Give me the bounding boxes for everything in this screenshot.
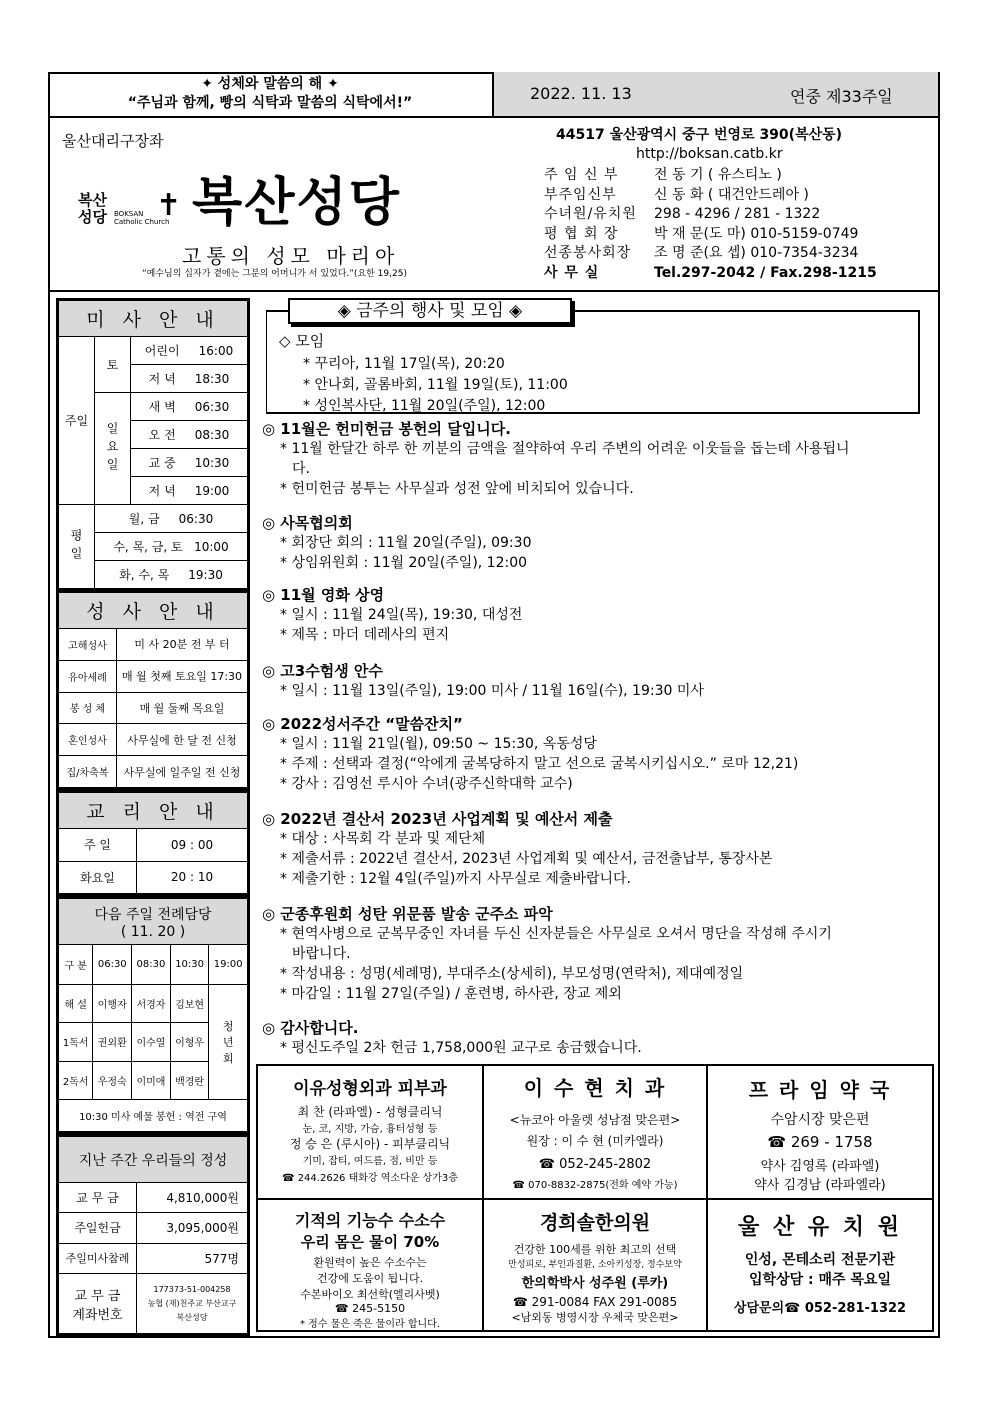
ad-pharmacy: 프 라 임 약 국 수암시장 맞은편 ☎ 269 - 1758 약사 김영록 (라파엘) 약사 김경남 (라파엘라) [748, 1078, 892, 1193]
logo-text: 복산 성당 [78, 191, 107, 226]
events-title: ◈ 금주의 행사 및 모임 ◈ [288, 298, 572, 324]
mass-row: 교 중 10:30 [131, 449, 248, 477]
top-bar [48, 72, 940, 118]
theme-box [48, 72, 492, 116]
weekday-row: 화, 수, 목 19:30 [95, 561, 248, 589]
weekday-label: 평일 [59, 505, 95, 589]
ad-oriental-clinic: 경희솔한의원 건강한 100세를 위한 최고의 선택 만성피로, 부인과질환, 소아키성장, 정수보약 한의학박사 성주원 (루카) ☎ 291-0084 FAX 291-0085 <남외동 병영시장 우체국 맞은편> [508, 1212, 682, 1324]
staff-row: 부주임신부 신 동 화 ( 대건안드레아 ) [544, 186, 809, 203]
mass-row: 저 녁 18:30 [131, 365, 248, 393]
liturgical-week: 연중 제33주일 [790, 87, 893, 106]
offering-table: 지난 주간 우리들의 정성 교 무 금 4,810,000원 주일헌금 3,095,000원 주일미사참례 577명 교 무 금 계좌번호 177373-51-004258 농협 (재)천주교 부산교구 복산성당 [56, 1134, 250, 1336]
doctrine-title: 교 리 안 내 [59, 793, 248, 829]
ads-grid [256, 1064, 934, 1332]
mass-row: 어린이 16:00 [131, 337, 248, 365]
staff-row: 수녀원/유치원 298 - 4296 / 281 - 1322 [544, 206, 821, 222]
offering-title: 지난 주간 우리들의 정성 [59, 1137, 248, 1183]
doctrine-table: 교 리 안 내 주 일 09 : 00 화요일 20 : 10 [56, 790, 250, 896]
section: ◎ 고3수험생 안수 * 일시 : 11월 13일(주일), 19:00 미사 / 11월 16일(수), 19:30 미사 [262, 662, 704, 699]
mass-row: 오 전 08:30 [131, 421, 248, 449]
theme-line-2: “주님과 함께, 빵의 식탁과 말씀의 식탁에서!” [127, 95, 413, 111]
theme-line-1: ✦ 성체와 말씀의 해 ✦ [201, 76, 339, 92]
cross-icon: ✝ [156, 188, 182, 223]
diocese-label: 울산대리구장좌 [62, 132, 164, 150]
mass-title: 미 사 안 내 [59, 301, 248, 337]
header-divider [48, 290, 940, 292]
staff-row: 사 무 실 Tel.297-2042 / Fax.298-1215 [544, 264, 877, 281]
section: ◎ 2022성서주간 “말씀잔치” * 일시 : 11월 21일(월), 09:50 ~ 15:30, 옥동성당 * 주제 : 선택과 결정(“악에게 굴복당하지 말고 선으로 굴복시키십시오.” 로마 12,21) * 강사 : 김영선 루시아 수녀(광주신학대학 교수) [262, 715, 799, 792]
list-item: * 안나회, 골롬바회, 11월 19일(토), 11:00 [303, 377, 568, 393]
saturday-label: 토 [95, 337, 131, 393]
weekday-row: 월, 금 06:30 [95, 505, 248, 533]
sunday-label: 주일 [59, 337, 95, 505]
liturgy-note: 10:30 미사 예물 봉헌 : 역전 구역 [59, 1100, 248, 1132]
ad-kindergarten: 울 산 유 치 원 인성, 몬테소리 전문기관 입학상담 : 매주 목요일 상담문의☎ 052-281-1322 [733, 1215, 907, 1316]
events-box [266, 310, 920, 414]
liturgy-table: 다음 주일 전례담당 ( 11. 20 ) 구 분 06:30 08:30 10:30 19:00 해 설 이행자 서경자 김보현 청 년 회 1독서 권외환 이수열 이형우 2독서 우정숙 이미애 백경란 10:30 미사 예물 봉헌 : 역전 구역 [56, 896, 250, 1134]
ad-hydrogen-water: 기적의 기능수 수소수 우리 몸은 물이 70% 환원력이 높은 수소수는 건강에 도움이 됩니다. 수본바이오 최선학(엘리사벳) ☎ 245-5150 * 정수 물은 죽은 물이라 합니다. [294, 1211, 446, 1330]
website-link[interactable]: http://boksan.catb.kr [636, 146, 783, 162]
staff-row: 주 임 신 부 전 동 기 ( 유스티노 ) [544, 167, 782, 183]
section: ◎ 군종후원회 성탄 위문품 발송 군주소 파악 * 현역사병으로 군복무중인 자녀를 두신 신자분들은 사무실로 오셔서 명단을 작성해 주시기 바랍니다. * 작성내용 : 성명(세례명), 부대주소(상세히), 부모성명(연락처), 제대예정일 * 마감일 : 11월 27일(주일) / 훈련병, 하사관, 장교 제외 [262, 905, 832, 1002]
meeting-title: ◇ 모임 [279, 332, 325, 350]
list-item: * 성인복사단, 11월 20일(주일), 12:00 [303, 398, 546, 414]
bank-account: 177373-51-004258 농협 (재)천주교 부산교구 복산성당 [137, 1274, 248, 1334]
section: ◎ 사목협의회 * 회장단 회의 : 11월 20일(주일), 09:30 * 상임위원회 : 11월 20일(주일), 12:00 [262, 514, 532, 571]
logo-english: BOKSAN Catholic Church [114, 210, 170, 226]
meeting-list [303, 354, 568, 417]
section: ◎ 11월은 헌미헌금 봉헌의 달입니다. * 11월 한달간 하루 한 끼분의 금액을 절약하여 우리 주변의 어려운 이웃들을 돕는데 사용됩니다. * 헌미헌금 봉투는 사무실과 성전 앞에 비치되어 있습니다. [262, 420, 850, 497]
staff-list [544, 166, 924, 283]
parish-title: 복산성당 [192, 172, 401, 233]
section: ◎ 11월 영화 상영 * 일시 : 11월 24일(목), 19:30, 대성전 * 제목 : 마더 데레사의 편지 [262, 586, 523, 643]
sacrament-title: 성 사 안 내 [59, 593, 248, 629]
list-item: * 꾸리아, 11월 17일(목), 20:20 [303, 356, 505, 372]
ad-dental: 이 수 현 치 과 <뉴코아 아울렛 성남점 맞은편> 원장 : 이 수 현 (미카엘라) ☎ 052-245-2802 ☎ 070-8832-2875(전화 예약 가능) [509, 1076, 681, 1191]
ad-plastic-surgery: 이유성형외과 피부과 최 찬 (라파엘) - 성형클리닉 눈, 코, 지방, 가슴, 흉터성형 등 정 승 은 (루시아) - 피부클리닉 기미, 잡티, 여드름, 점, 비만 등 ☎ 244.2626 태화강 역소다운 상가3층 [282, 1079, 458, 1184]
date-box [492, 72, 938, 116]
parish-subtitle: 고통의 성모 마리아 [182, 244, 400, 268]
sunday-day-label: 일요일 [95, 393, 131, 505]
bulletin-date: 2022. 11. 13 [530, 84, 632, 103]
staff-row: 평 협 회 장 박 재 문(도 마) 010-5159-0749 [544, 225, 859, 242]
mass-row: 저 녁 19:00 [131, 477, 248, 505]
scripture-quote: “예수님의 십자가 곁에는 그분의 어머니가 서 있었다.”(요한 19,25) [142, 269, 407, 279]
staff-row: 선종봉사회장 조 명 준(요 셉) 010-7354-3234 [544, 245, 859, 261]
mass-row: 새 벽 06:30 [131, 393, 248, 421]
liturgy-title: 다음 주일 전례담당 ( 11. 20 ) [59, 899, 248, 945]
section: ◎ 2022년 결산서 2023년 사업계획 및 예산서 제출 * 대상 : 사목회 각 분과 및 제단체 * 제출서류 : 2022년 결산서, 2023년 사업계획 및 예산서, 금전출납부, 통장사본 * 제출기한 : 12월 4일(주일)까지 사무실로 제출바랍니다. [262, 810, 773, 887]
weekday-row: 수, 목, 금, 토 10:00 [95, 533, 248, 561]
section: ◎ 감사합니다. * 평신도주일 2차 헌금 1,758,000원 교구로 송금했습니다. [262, 1019, 642, 1056]
mass-table [56, 298, 250, 590]
sacrament-table: 성 사 안 내 고해성사 미 사 20분 전 부 터 유아세례 매 월 첫째 토요일 17:30 봉 성 체 매 월 둘째 목요일 혼인성사 사무실에 한 달 전 신청 집/차축복 사무실에 일주일 전 신청 [56, 590, 250, 790]
address: 44517 울산광역시 중구 번영로 390(복산동) [556, 127, 843, 143]
